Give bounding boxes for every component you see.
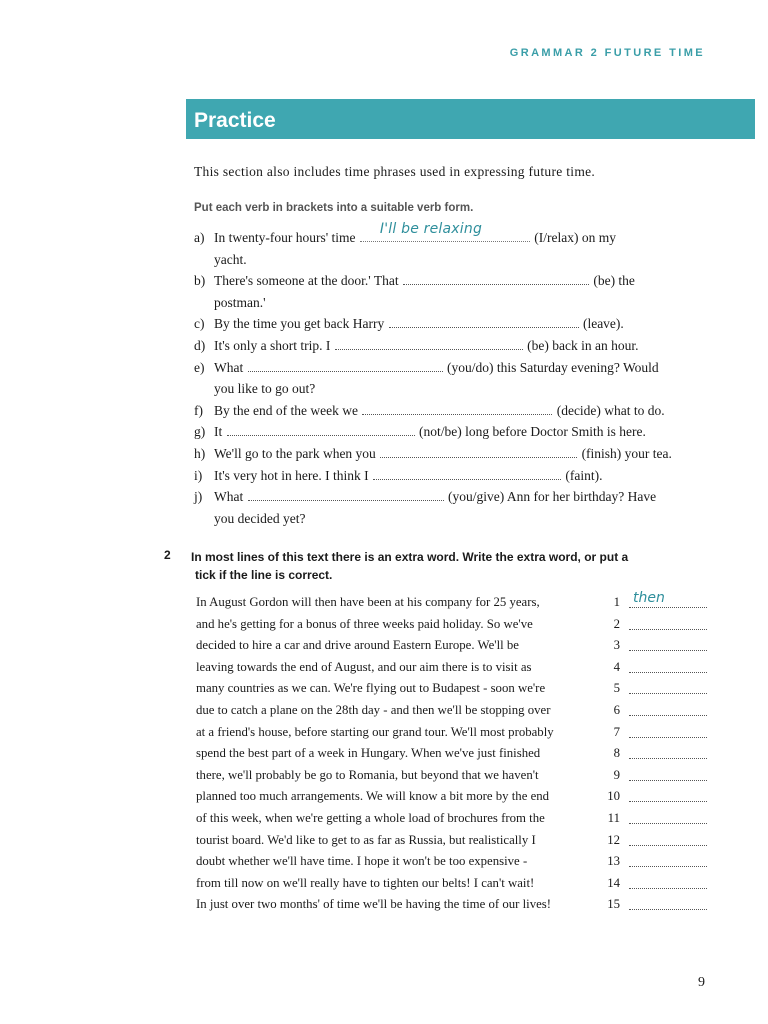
- item-letter: j): [194, 489, 203, 505]
- item-text-after: (decide) what to do.: [556, 402, 665, 418]
- line-number: 3: [613, 638, 620, 653]
- line-number: 5: [613, 681, 620, 696]
- text-line: [196, 722, 708, 744]
- text-line: [196, 592, 708, 614]
- answer-blank[interactable]: [629, 726, 707, 738]
- text-line: [196, 614, 708, 636]
- exercise-1-list: [194, 221, 706, 529]
- line-text: tourist board. We'd like to get to as far as Russia, but realistically I: [196, 832, 536, 847]
- line-text: of this week, when we're getting a whole load of brochures from the: [196, 810, 545, 825]
- item-text-after: (finish) your tea.: [581, 445, 672, 461]
- exercise-1-item: [194, 443, 706, 465]
- answer-blank[interactable]: [380, 446, 577, 458]
- item-text-after: (you/give) Ann for her birthday? Have: [448, 489, 657, 505]
- text-line: [196, 830, 708, 852]
- exercise-2-number: 2: [164, 548, 171, 562]
- page-number: 9: [698, 975, 705, 990]
- line-text: due to catch a plane on the 28th day - and then we'll be stopping over: [196, 702, 551, 717]
- answer-blank[interactable]: [629, 661, 707, 673]
- exercise-2-instruction-line2: tick if the line is correct.: [195, 568, 333, 582]
- item-text-before: We'll go to the park when you: [214, 445, 376, 461]
- line-text: leaving towards the end of August, and our aim there is to visit as: [196, 659, 532, 674]
- item-text-after: (be) back in an hour.: [527, 337, 639, 353]
- answer-blank[interactable]: [629, 618, 707, 630]
- running-head: GRAMMAR 2 FUTURE TIME: [509, 47, 705, 59]
- text-line: [196, 765, 708, 787]
- answer-blank[interactable]: [389, 316, 579, 328]
- line-text: and he's getting for a bonus of three weeks paid holiday. So we've: [196, 616, 533, 631]
- line-text: In August Gordon will then have been at his company for 25 years,: [196, 595, 540, 609]
- line-number: 15: [607, 897, 620, 912]
- line-text: spend the best part of a week in Hungary. When we've just finished: [196, 746, 541, 761]
- text-line: [196, 700, 708, 722]
- text-line: [196, 894, 708, 916]
- answer-blank[interactable]: [629, 682, 707, 694]
- text-line: [196, 743, 708, 765]
- item-text-before: What: [214, 489, 244, 505]
- exercise-1-item: [194, 313, 706, 335]
- exercise-1-item: [194, 335, 706, 357]
- answer-blank[interactable]: [629, 855, 707, 867]
- text-line: [196, 873, 708, 895]
- item-text-after: (be) the: [593, 273, 635, 289]
- line-text: planned too much arrangements. We will know a bit more by the end: [196, 789, 550, 804]
- line-number: 1: [613, 595, 620, 609]
- handwritten-answer: then: [633, 590, 665, 606]
- line-number: 12: [607, 832, 620, 847]
- answer-blank[interactable]: [403, 273, 589, 285]
- answer-blank[interactable]: [629, 898, 707, 910]
- line-number: 2: [613, 616, 620, 631]
- item-text-before: What: [214, 359, 244, 375]
- line-number: 4: [613, 659, 620, 674]
- line-number: 11: [607, 810, 620, 825]
- answer-blank[interactable]: [629, 769, 707, 781]
- answer-blank[interactable]: [629, 812, 707, 824]
- answer-blank[interactable]: [629, 790, 707, 802]
- item-text-after: (you/do) this Saturday evening? Would: [447, 359, 659, 375]
- section-title: Practice: [194, 109, 276, 132]
- text-line: [196, 678, 708, 700]
- line-number: 8: [613, 746, 620, 761]
- answer-blank[interactable]: [248, 489, 444, 501]
- exercise-1-item: [194, 221, 706, 270]
- item-text-continued: you like to go out?: [214, 381, 316, 397]
- text-line: [196, 808, 708, 830]
- item-text-before: By the end of the week we: [214, 402, 358, 418]
- line-number: 9: [613, 767, 620, 782]
- item-text-before: There's someone at the door.' That: [214, 273, 399, 289]
- item-text-before: By the time you get back Harry: [214, 316, 385, 332]
- answer-blank[interactable]: [248, 360, 443, 372]
- line-text: from till now on we'll really have to tighten our belts! I can't wait!: [196, 875, 535, 890]
- exercise-1-item: [194, 486, 706, 529]
- item-text-before: It's very hot in here. I think I: [214, 467, 369, 483]
- line-number: 13: [607, 854, 620, 869]
- line-number: 10: [607, 789, 620, 804]
- item-text-continued: yacht.: [214, 251, 247, 267]
- item-letter: c): [194, 316, 205, 332]
- exercise-1-instruction: Put each verb in brackets into a suitable verb form.: [194, 202, 474, 214]
- answer-blank[interactable]: [373, 468, 561, 480]
- line-text: In just over two months' of time we'll be having the time of our lives!: [196, 897, 552, 912]
- item-letter: g): [194, 424, 206, 440]
- exercise-2-text: [196, 592, 708, 916]
- item-text-after: (leave).: [582, 316, 624, 332]
- answer-blank[interactable]: [629, 747, 707, 759]
- answer-blank[interactable]: [362, 403, 552, 415]
- exercise-1-item: [194, 465, 706, 487]
- text-line: [196, 635, 708, 657]
- section-banner: [186, 99, 755, 139]
- item-text-before: In twenty-four hours' time: [214, 230, 356, 245]
- item-letter: d): [194, 337, 206, 353]
- item-text-before: It: [214, 424, 223, 440]
- line-number: 7: [613, 724, 620, 739]
- item-text-continued: you decided yet?: [214, 510, 306, 526]
- line-text: doubt whether we'll have time. I hope it won't be too expensive -: [196, 854, 528, 869]
- item-letter: b): [194, 273, 206, 289]
- text-line: [196, 786, 708, 808]
- answer-blank[interactable]: [360, 221, 530, 242]
- exercise-2-instruction-line1: In most lines of this text there is an extra word. Write the extra word, or put a: [191, 550, 629, 564]
- line-text: there, we'll probably be go to Romania, but beyond that we haven't: [196, 767, 539, 782]
- answer-blank[interactable]: [629, 639, 707, 651]
- answer-blank[interactable]: [227, 424, 415, 436]
- line-number: 14: [607, 875, 620, 890]
- line-text: decided to hire a car and drive around Eastern Europe. We'll be: [196, 638, 519, 653]
- item-letter: a): [194, 230, 205, 245]
- line-text: at a friend's house, before starting our grand tour. We'll most probably: [196, 724, 554, 739]
- exercise-1-item: [194, 421, 706, 443]
- exercise-1-item: [194, 400, 706, 422]
- item-letter: e): [194, 359, 205, 375]
- line-number: 6: [613, 702, 620, 717]
- intro-text: This section also includes time phrases used in expressing future time.: [194, 164, 596, 179]
- item-letter: i): [194, 467, 203, 483]
- exercise-1-item: [194, 357, 706, 400]
- item-text-continued: postman.': [214, 294, 266, 310]
- item-text-after: (faint).: [565, 467, 603, 483]
- exercise-1-item: [194, 270, 706, 313]
- handwritten-answer: I'll be relaxing: [379, 221, 483, 238]
- answer-blank[interactable]: [335, 338, 523, 350]
- item-text-after: (I/relax) on my: [534, 230, 616, 245]
- item-letter: h): [194, 445, 206, 461]
- item-text-before: It's only a short trip. I: [214, 337, 331, 353]
- text-line: [196, 657, 708, 679]
- item-text-after: (not/be) long before Doctor Smith is here.: [419, 424, 646, 440]
- line-text: many countries as we can. We're flying out to Budapest - soon we're: [196, 681, 546, 696]
- answer-blank[interactable]: [629, 834, 707, 846]
- answer-blank[interactable]: [629, 877, 707, 889]
- text-line: [196, 851, 708, 873]
- item-letter: f): [194, 402, 203, 418]
- answer-blank[interactable]: [629, 704, 707, 716]
- exercise-2-instruction: [191, 548, 701, 584]
